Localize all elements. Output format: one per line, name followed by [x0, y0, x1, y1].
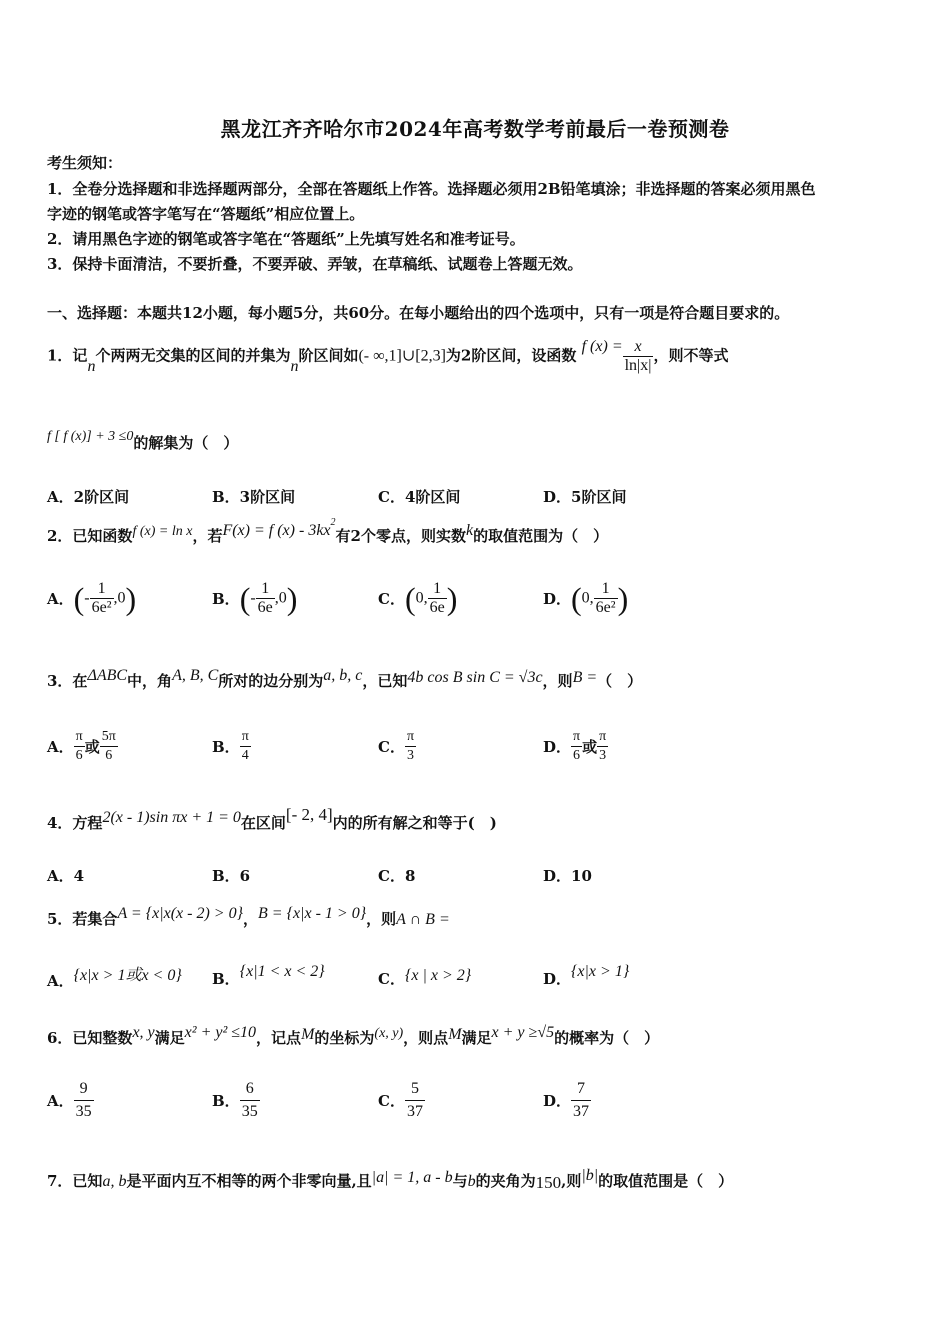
q3-option-c[interactable]: [378, 728, 416, 765]
q1-fraction-den: ln|x|: [624, 357, 652, 374]
q2-close-paren-c: ): [446, 580, 458, 617]
q5-option-c-math: {x | x > 2}: [404, 967, 472, 984]
question-4: [47, 805, 497, 833]
q7-text-2: 是平面内互不相等的两个非零向量,且: [126, 1172, 372, 1190]
q3-text-1: 3．在: [47, 672, 88, 690]
q2-text-3: 有2个零点，则实数: [335, 527, 466, 545]
q2-post-a: ,0: [113, 589, 126, 607]
q6-coord: (x, y): [374, 1026, 404, 1041]
q2-open-paren-d: (: [571, 580, 582, 617]
q3-text-2: 中，角: [127, 672, 173, 690]
q2-option-a[interactable]: [47, 580, 136, 617]
q3-b-0-den: 4: [240, 746, 251, 765]
q3-sides: a, b, c: [323, 667, 363, 684]
question-1-cont: [47, 429, 239, 453]
q3-option-b[interactable]: [212, 728, 251, 765]
q6-M-2: M: [448, 1026, 462, 1043]
q1-interval: (- ∞,1]∪[2,3]: [358, 347, 446, 365]
q4-text-1: 4．方程: [47, 814, 103, 832]
q3-or-a: 或: [84, 738, 100, 756]
q6-label-d: D．: [543, 1092, 572, 1110]
q2-a-num: 1: [97, 580, 106, 597]
q2-k: k: [465, 522, 474, 539]
q1-text-1: 1．记: [47, 346, 88, 365]
q2-close-paren-a: ): [125, 580, 137, 617]
q6-c-fraction: [405, 1078, 425, 1123]
q6-option-c[interactable]: [378, 1078, 425, 1123]
q4-option-a[interactable]: A．4: [47, 867, 85, 885]
q6-d-num: 7: [577, 1080, 586, 1097]
q2-d-num: 1: [601, 580, 610, 597]
q3-option-d[interactable]: [543, 728, 608, 765]
notice-item-3: 3．保持卡面清洁，不要折叠，不要弄破、弄皱，在草稿纸、试题卷上答题无效。: [47, 255, 583, 273]
q2-option-c[interactable]: [378, 580, 457, 617]
q5-label-b: B．: [212, 970, 240, 988]
q6-b-num: 6: [245, 1080, 254, 1097]
question-1: [47, 338, 728, 375]
q2-open-paren-c: (: [404, 580, 416, 617]
q6-option-a[interactable]: [47, 1078, 94, 1123]
q3-b-0-fraction: [240, 728, 251, 765]
q3-text-6: （ ）: [597, 672, 643, 690]
q2-F: F(x) = f (x) - 3kx: [222, 522, 331, 539]
q1-fx: f (x) =: [581, 337, 623, 355]
q5-option-b[interactable]: [212, 963, 325, 989]
q5-option-d-math: {x|x > 1}: [571, 963, 630, 980]
q4-option-d[interactable]: D．10: [543, 867, 592, 885]
q2-c-den: 6e: [429, 599, 445, 616]
q2-pre-d: 0,: [581, 589, 594, 607]
q6-a-fraction: [74, 1078, 94, 1123]
q5-label-c: C．: [378, 970, 405, 988]
q2-c-num: 1: [433, 580, 442, 597]
q4-interval: [- 2, 4]: [285, 805, 333, 824]
q3-a-1-den: 6: [100, 746, 118, 765]
q2-d-fraction: [594, 580, 618, 617]
q3-triangle: ΔABC: [87, 667, 128, 684]
q5-label-a: A．: [47, 972, 74, 990]
q3-equation: 4b cos B sin C = √3c: [407, 669, 543, 686]
q1-n-1: n: [87, 357, 96, 375]
q3-B: B =: [572, 669, 598, 686]
q3-text-4: ，已知: [362, 672, 408, 690]
q2-open-paren-b: (: [239, 580, 251, 617]
q7-text-4: 的夹角为: [475, 1172, 536, 1190]
q3-or-d: 或: [582, 738, 598, 756]
q2-pre-a: -: [84, 589, 90, 607]
q7-text-6: 的取值范围是（ ）: [598, 1172, 734, 1190]
q7-angle: 150: [535, 1173, 562, 1192]
q2-option-d[interactable]: [543, 580, 628, 617]
q1-text-6: 的解集为（ ）: [133, 434, 239, 452]
q5-text-3: ，则: [366, 910, 397, 928]
q2-text-4: 的取值范围为（ ）: [473, 527, 609, 545]
q4-text-2: 在区间: [240, 814, 286, 832]
q3-b-0-num: π: [241, 729, 249, 744]
q4-option-c[interactable]: C．8: [378, 867, 416, 885]
q3-d-1-num: π: [599, 729, 607, 744]
q1-fraction: [623, 338, 654, 375]
q6-label-b: B．: [212, 1092, 240, 1110]
q2-f: f (x) = ln x: [132, 524, 193, 539]
q3-a-1-num: 5π: [101, 729, 116, 744]
q7-abs-b: |b|: [581, 1167, 599, 1184]
notice-item-1: 1．全卷分选择题和非选择题两部分，全部在答题纸上作答。选择题必须用2B铅笔填涂；非选择题的答案必须用黑色: [47, 180, 816, 198]
q3-c-0-den: 3: [405, 746, 416, 765]
q5-option-d[interactable]: [543, 963, 630, 989]
q6-text-5: ，则点: [403, 1029, 449, 1047]
q1-text-3: 阶区间如: [298, 346, 359, 365]
q5-text-2: ，: [243, 910, 259, 928]
q5-option-b-math: {x|1 < x < 2}: [239, 963, 325, 980]
q3-option-a[interactable]: [47, 728, 118, 765]
page-title: 黑龙江齐齐哈尔市2024年高考数学考前最后一卷预测卷: [220, 117, 730, 141]
q2-post-b: ,0: [274, 589, 287, 607]
q2-label-a: A．: [47, 590, 74, 608]
q3-text-3: 所对的边分别为: [218, 672, 324, 690]
q2-b-fraction: [256, 580, 275, 617]
q2-text-1: 2．已知函数: [47, 527, 133, 545]
q6-c-den: 37: [405, 1100, 425, 1123]
q5-set-a: A = {x|x(x - 2) > 0}: [117, 905, 243, 922]
q7-ab: a, b: [102, 1173, 127, 1190]
q1-option-a[interactable]: A．2阶区间: [47, 488, 130, 506]
q3-d-0-fraction: [571, 728, 582, 765]
q3-label-d: D．: [543, 738, 572, 756]
q1-fraction-num: x: [634, 338, 642, 355]
q6-d-den: 37: [571, 1100, 591, 1123]
q6-b-den: 35: [240, 1100, 260, 1123]
q6-c-num: 5: [410, 1080, 419, 1097]
q6-d-fraction: [571, 1078, 591, 1123]
q3-a-0-fraction: [74, 728, 85, 765]
notice-heading: 考生须知：: [47, 154, 123, 172]
q6-a-den: 35: [74, 1100, 94, 1123]
q5-intersection: A ∩ B =: [396, 911, 450, 928]
q1-option-b[interactable]: B．3阶区间: [212, 488, 296, 506]
q6-condition: x² + y² ≤10: [184, 1024, 257, 1041]
q3-d-1-fraction: [597, 728, 608, 765]
q3-a-1-fraction: [100, 728, 118, 765]
q2-c-fraction: [428, 580, 447, 617]
q3-d-0-den: 6: [571, 746, 582, 765]
q6-b-fraction: [240, 1078, 260, 1123]
q3-label-a: A．: [47, 738, 74, 756]
question-2: [47, 517, 609, 546]
q3-a-0-num: π: [75, 729, 83, 744]
q2-pre-c: 0,: [415, 589, 428, 607]
q5-option-c[interactable]: [378, 968, 471, 989]
q1-option-d[interactable]: D．5阶区间: [543, 488, 627, 506]
q3-label-c: C．: [378, 738, 405, 756]
q6-option-d[interactable]: [543, 1078, 591, 1123]
q6-text-6: 满足: [461, 1029, 492, 1047]
section-heading: 一、选择题：本题共12小题，每小题5分，共60分。在每小题给出的四个选项中，只有一项是符合题目要求的。: [47, 304, 790, 322]
q3-angles: A, B, C: [172, 667, 219, 684]
q2-a-fraction: [90, 580, 114, 617]
q3-label-b: B．: [212, 738, 240, 756]
question-5: [47, 905, 450, 929]
q2-square: 2: [330, 517, 336, 528]
q2-b-den: 6e: [257, 599, 273, 616]
q3-a-0-den: 6: [74, 746, 85, 765]
q2-pre-b: -: [250, 589, 256, 607]
q2-label-d: D．: [543, 590, 572, 608]
q5-set-b: B = {x|x - 1 > 0}: [258, 905, 367, 922]
q7-text-5: ,则: [561, 1172, 582, 1190]
question-7: [47, 1167, 734, 1192]
q2-text-2: ，若: [192, 527, 223, 545]
q1-n-2: n: [290, 357, 299, 375]
q1-text-2: 个两两无交集的区间的并集为: [95, 346, 291, 365]
q4-equation: 2(x - 1)sin πx + 1 = 0: [102, 809, 241, 826]
q2-a-den: 6e²: [91, 599, 112, 616]
q1-text-4: 为2阶区间，设函数: [445, 346, 577, 365]
question-6: [47, 1024, 660, 1048]
q7-text-1: 7．已知: [47, 1172, 103, 1190]
q3-d-0-num: π: [573, 729, 581, 744]
q5-option-a[interactable]: [47, 968, 182, 991]
q7-condition: |a| = 1, a - b: [371, 1169, 453, 1186]
q7-text-3: 与: [452, 1172, 468, 1190]
q3-c-0-fraction: [405, 728, 416, 765]
q3-c-0-num: π: [406, 729, 415, 744]
q3-d-1-den: 3: [597, 746, 608, 765]
q2-d-den: 6e²: [595, 599, 616, 616]
notice-item-1-cont: 字迹的钢笔或答字笔写在“答题纸”相应位置上。: [47, 205, 365, 223]
q2-b-num: 1: [261, 580, 270, 597]
q7-b: b: [467, 1173, 476, 1190]
q6-text-2: 满足: [154, 1029, 185, 1047]
q5-option-a-math: {x|x > 1或x < 0}: [73, 967, 182, 984]
q6-xy: x, y: [132, 1024, 155, 1041]
q1-inequality: f [ f (x)] + 3 ≤0: [47, 429, 134, 444]
question-3: [47, 667, 643, 691]
q5-text-1: 5．若集合: [47, 910, 118, 928]
q6-label-c: C．: [378, 1092, 405, 1110]
q2-label-b: B．: [212, 590, 240, 608]
q1-option-c[interactable]: C．4阶区间: [378, 488, 461, 506]
q6-option-b[interactable]: [212, 1078, 260, 1123]
q1-text-5: ，则不等式: [653, 346, 729, 365]
q6-M: M: [301, 1026, 315, 1043]
q6-condition-2: x + y ≥√5: [491, 1024, 555, 1041]
q6-text-7: 的概率为（ ）: [554, 1029, 660, 1047]
notice-item-2: 2．请用黑色字迹的钢笔或答字笔在“答题纸”上先填写姓名和准考证号。: [47, 230, 525, 248]
q2-option-b[interactable]: [212, 580, 297, 617]
q2-close-paren-b: ): [286, 580, 298, 617]
q2-close-paren-d: ): [617, 580, 629, 617]
q4-option-b[interactable]: B．6: [212, 867, 251, 885]
q6-text-3: ，记点: [256, 1029, 302, 1047]
q2-open-paren-a: (: [73, 580, 85, 617]
q6-label-a: A．: [47, 1092, 74, 1110]
q6-text-1: 6．已知整数: [47, 1029, 133, 1047]
q5-label-d: D．: [543, 970, 572, 988]
q6-a-num: 9: [79, 1080, 88, 1097]
q4-text-3: 内的所有解之和等于( ): [332, 814, 497, 832]
q3-text-5: ，则: [542, 672, 573, 690]
q2-label-c: C．: [378, 590, 405, 608]
q6-text-4: 的坐标为: [314, 1029, 375, 1047]
